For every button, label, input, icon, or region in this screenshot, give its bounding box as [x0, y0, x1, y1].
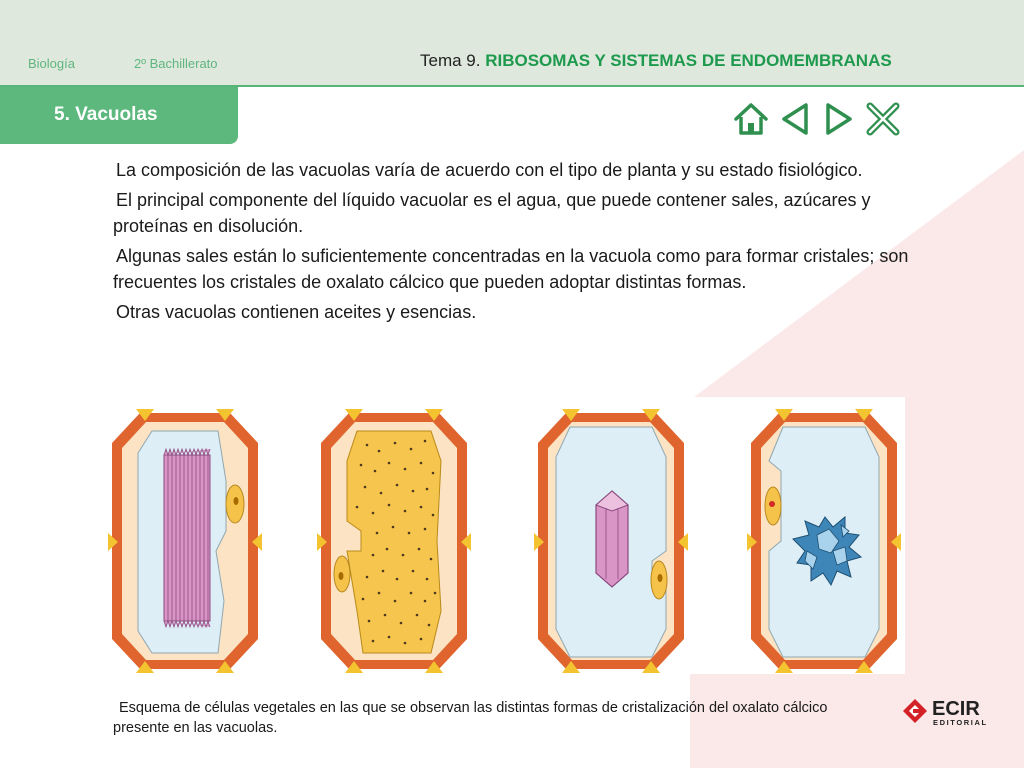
previous-icon[interactable] — [776, 100, 814, 138]
topic-name: RIBOSOMAS Y SISTEMAS DE ENDOMEMBRANAS — [485, 51, 892, 70]
navigation-bar — [732, 100, 902, 138]
cell-prismatic-crystal — [534, 409, 688, 673]
svg-text:EDITORIAL: EDITORIAL — [933, 718, 988, 727]
svg-text:ECIR: ECIR — [932, 698, 980, 720]
paragraph: La composición de las vacuolas varía de acuerdo con el tipo de planta y su estado fisiológico. — [116, 160, 863, 180]
header-bar — [0, 0, 1024, 87]
cell-raphides — [108, 409, 262, 673]
paragraph: Algunas sales están lo suficientemente concentradas en la vacuola como para formar cristales; son frecuentes los cristales de oxalato cálcico que pueden adoptar distintas formas. — [113, 246, 909, 292]
paragraph: El principal componente del líquido vacuolar es el agua, que puede contener sales, azúcares y proteínas en disolución. — [113, 190, 871, 236]
section-tab — [0, 87, 238, 144]
plant-cells-figure — [104, 397, 905, 674]
raphide-crystals — [164, 449, 210, 627]
body-text — [113, 157, 913, 329]
subject-label: Biología — [28, 56, 75, 71]
cell-druse — [747, 409, 901, 673]
course-label: 2º Bachillerato — [134, 56, 218, 71]
topic-title — [420, 51, 892, 71]
topic-prefix: Tema 9. — [420, 51, 481, 70]
prismatic-crystal — [596, 491, 628, 587]
ecir-editorial-logo — [902, 694, 994, 730]
close-icon[interactable] — [864, 100, 902, 138]
paragraph: Otras vacuolas contienen aceites y esencias. — [116, 302, 477, 322]
next-icon[interactable] — [820, 100, 858, 138]
figure-caption: Esquema de células vegetales en las que se observan las distintas formas de cristalización del oxalato cálcico presente en las vacuolas. — [113, 700, 828, 736]
cell-oil-vacuole — [317, 409, 471, 673]
home-icon[interactable] — [732, 100, 770, 138]
section-title: 5. Vacuolas — [54, 104, 158, 125]
